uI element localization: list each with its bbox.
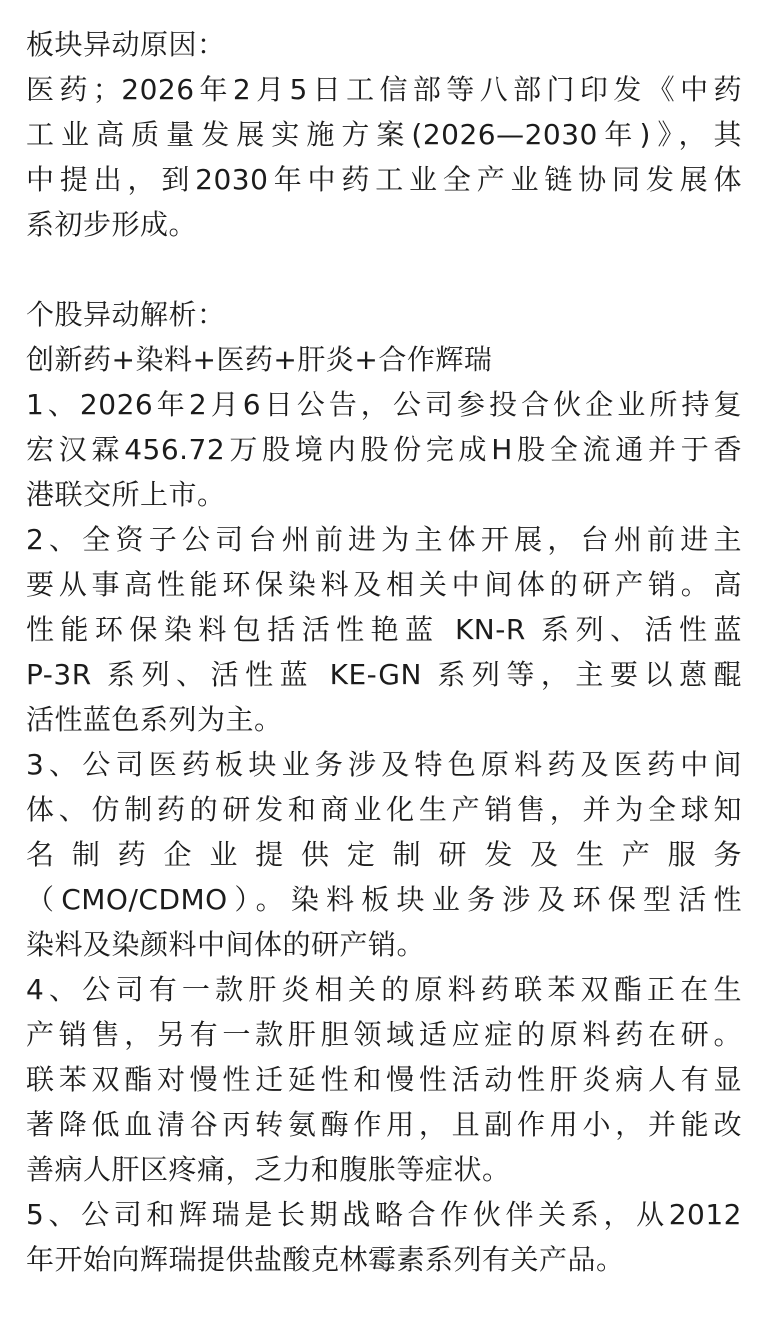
point-4-line: 产销售，另有一款肝胆领域适应症的原料药在研。: [26, 1018, 742, 1051]
document-body: [26, 22, 742, 1282]
reason-line: 中提出，到2030年中药工业全产业链协同发展体: [26, 163, 742, 196]
point-5-line: 年开始向辉瑞提供盐酸克林霉素系列有关产品。: [26, 1243, 625, 1276]
point-2-line: P-3R 系列、活性蓝 KE-GN 系列等，主要以蒽醌: [26, 658, 742, 691]
point-3-line: 名制药企业提供定制研发及生产服务: [26, 838, 742, 871]
point-4-line: 著降低血清谷丙转氨酶作用，且副作用小，并能改: [26, 1108, 742, 1141]
point-2-line: 活性蓝色系列为主。: [26, 703, 283, 736]
point-3-line: 体、仿制药的研发和商业化生产销售，并为全球知: [26, 793, 742, 826]
section-gap: [26, 247, 742, 292]
point-4-line: 善病人肝区疼痛，乏力和腹胀等症状。: [26, 1153, 511, 1186]
reason-line: 工业高质量发展实施方案(2026—2030年)》，其: [26, 118, 742, 151]
point-1-line: 宏汉霖456.72万股境内股份完成H股全流通并于香: [26, 433, 742, 466]
point-4-line: 联苯双酯对慢性迁延性和慢性活动性肝炎病人有显: [26, 1063, 742, 1096]
section-heading-analysis: 个股异动解析：: [26, 298, 226, 331]
concept-tags: 创新药+染料+医药+肝炎+合作辉瑞: [26, 343, 493, 376]
point-1-line: 港联交所上市。: [26, 478, 226, 511]
point-2-line: 性能环保染料包括活性艳蓝 KN-R 系列、活性蓝: [26, 613, 742, 646]
point-2-line: 2、全资子公司台州前进为主体开展，台州前进主: [26, 523, 742, 556]
section-heading-reason: 板块异动原因：: [26, 28, 226, 61]
reason-line: 系初步形成。: [26, 208, 198, 241]
point-5-line: 5、公司和辉瑞是长期战略合作伙伴关系，从2012: [26, 1198, 742, 1231]
point-1-line: 1、2026年2月6日公告，公司参投合伙企业所持复: [26, 388, 742, 421]
point-4-line: 4、公司有一款肝炎相关的原料药联苯双酯正在生: [26, 973, 742, 1006]
point-3-line: 3、公司医药板块业务涉及特色原料药及医药中间: [26, 748, 742, 781]
point-3-line: （CMO/CDMO）。染料板块业务涉及环保型活性: [26, 883, 742, 916]
reason-line: 医药；2026年2月5日工信部等八部门印发《中药: [26, 73, 742, 106]
point-2-line: 要从事高性能环保染料及相关中间体的研产销。高: [26, 568, 742, 601]
point-3-line: 染料及染颜料中间体的研产销。: [26, 928, 426, 961]
